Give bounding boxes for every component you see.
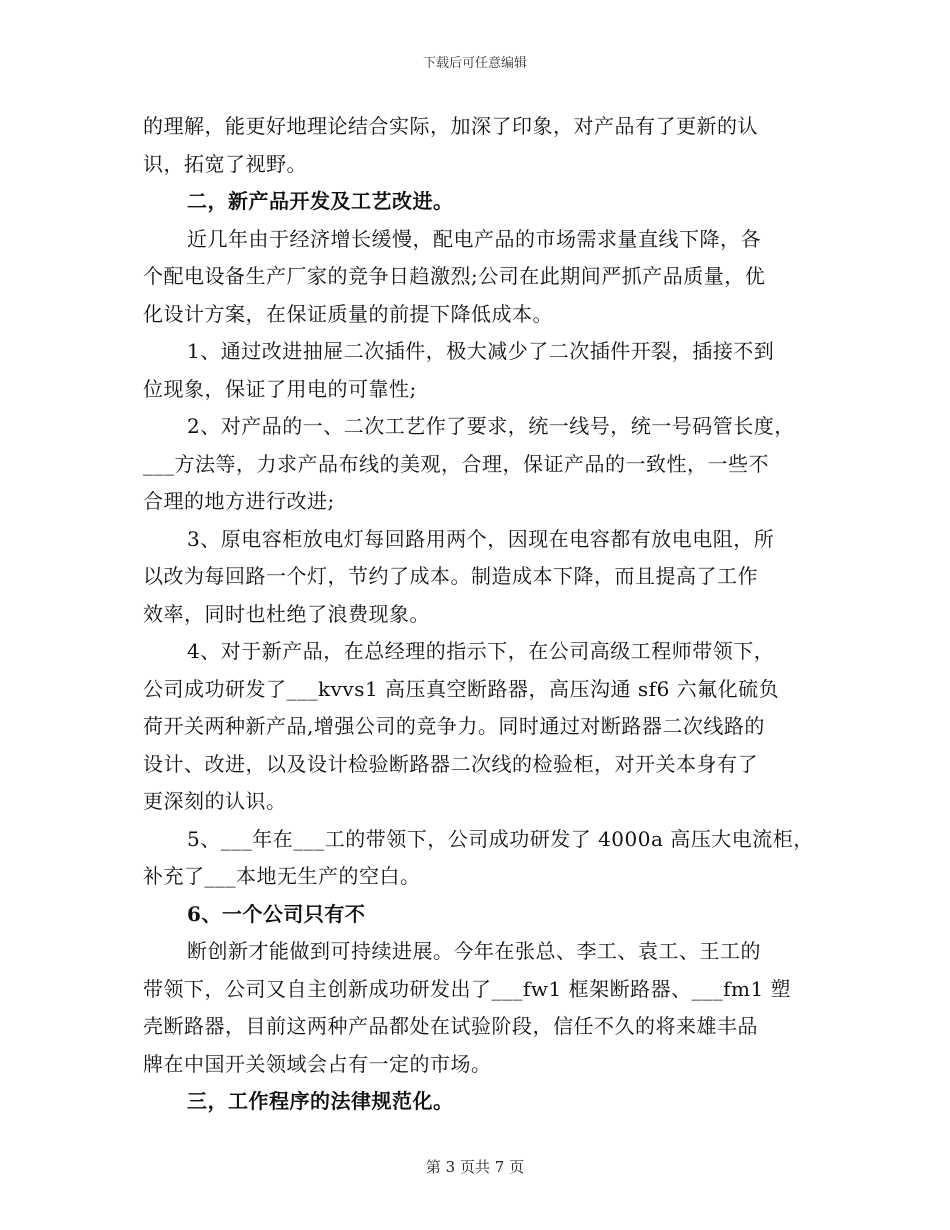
text-line: ___方法等，力求产品布线的美观，合理，保证产品的一致性，一些不: [143, 451, 769, 476]
text-line: 识，拓宽了视野。: [143, 151, 307, 176]
text-line: 公司成功研发了___kvvs1 高压真空断路器，高压沟通 sf6 六氟化硫负: [143, 676, 780, 701]
text-line: 带领下，公司又自主创新成功研发出了___fw1 框架断路器、___fm1 塑: [143, 976, 792, 1001]
list-item-5: 5、___年在___工的带领下，公司成功研发了 4000a 高压大电流柜，: [187, 826, 814, 851]
text-line: 断创新才能做到可持续进展。今年在张总、李工、袁工、王工的: [187, 939, 761, 963]
section-heading: 三，工作程序的法律规范化。: [187, 1089, 454, 1113]
text-line: 壳断路器，目前这两种产品都处在试验阶段，信任不久的将来雄丰品: [143, 1014, 758, 1038]
document-body: [143, 108, 815, 1121]
text-line: 荷开关两种新产品,增强公司的竞争力。同时通过对断路器二次线路的: [143, 714, 765, 738]
text-line: 的理解，能更好地理论结合实际，加深了印象，对产品有了更新的认: [143, 114, 758, 138]
text-line: 效率，同时也杜绝了浪费现象。: [143, 601, 430, 626]
list-item-3: 3、原电容柜放电灯每回路用两个，因现在电容都有放电电阻，所: [187, 526, 775, 551]
text-line: 牌在中国开关领域会占有一定的市场。: [143, 1051, 492, 1076]
text-line: 个配电设备生产厂家的竞争日趋激烈;公司在此期间严抓产品质量，优: [143, 264, 766, 288]
list-item-1: 1、通过改进抽屉二次插件，极大减少了二次插件开裂，插接不到: [187, 339, 775, 363]
page-header: 下载后可任意编辑: [422, 56, 527, 71]
text-line: 设计、改进，以及设计检验断路器二次线的检验柜，对开关本身有了: [143, 751, 758, 776]
list-item-6-heading: 6、一个公司只有不: [187, 901, 366, 926]
text-line: 位现象，保证了用电的可靠性;: [143, 376, 417, 401]
text-line: 更深刻的认识。: [143, 789, 287, 813]
text-line: 合理的地方进行改进;: [143, 489, 335, 513]
list-item-2: 2、对产品的一、二次工艺作了要求，统一线号，统一号码管长度，: [187, 414, 795, 438]
text-line: 以改为每回路一个灯，节约了成本。制造成本下降，而且提高了工作: [143, 564, 758, 588]
text-line: 近几年由于经济增长缓慢，配电产品的市场需求量直线下降，各: [187, 226, 761, 251]
text-line: 化设计方案，在保证质量的前提下降低成本。: [143, 301, 553, 326]
text-line: 补充了___本地无生产的空白。: [143, 864, 421, 888]
section-heading: 二，新产品开发及工艺改进。: [187, 189, 454, 213]
list-item-4: 4、对于新产品，在总经理的指示下，在公司高级工程师带领下，: [187, 639, 775, 663]
page-footer: 第 3 页共 7 页: [425, 1158, 525, 1176]
